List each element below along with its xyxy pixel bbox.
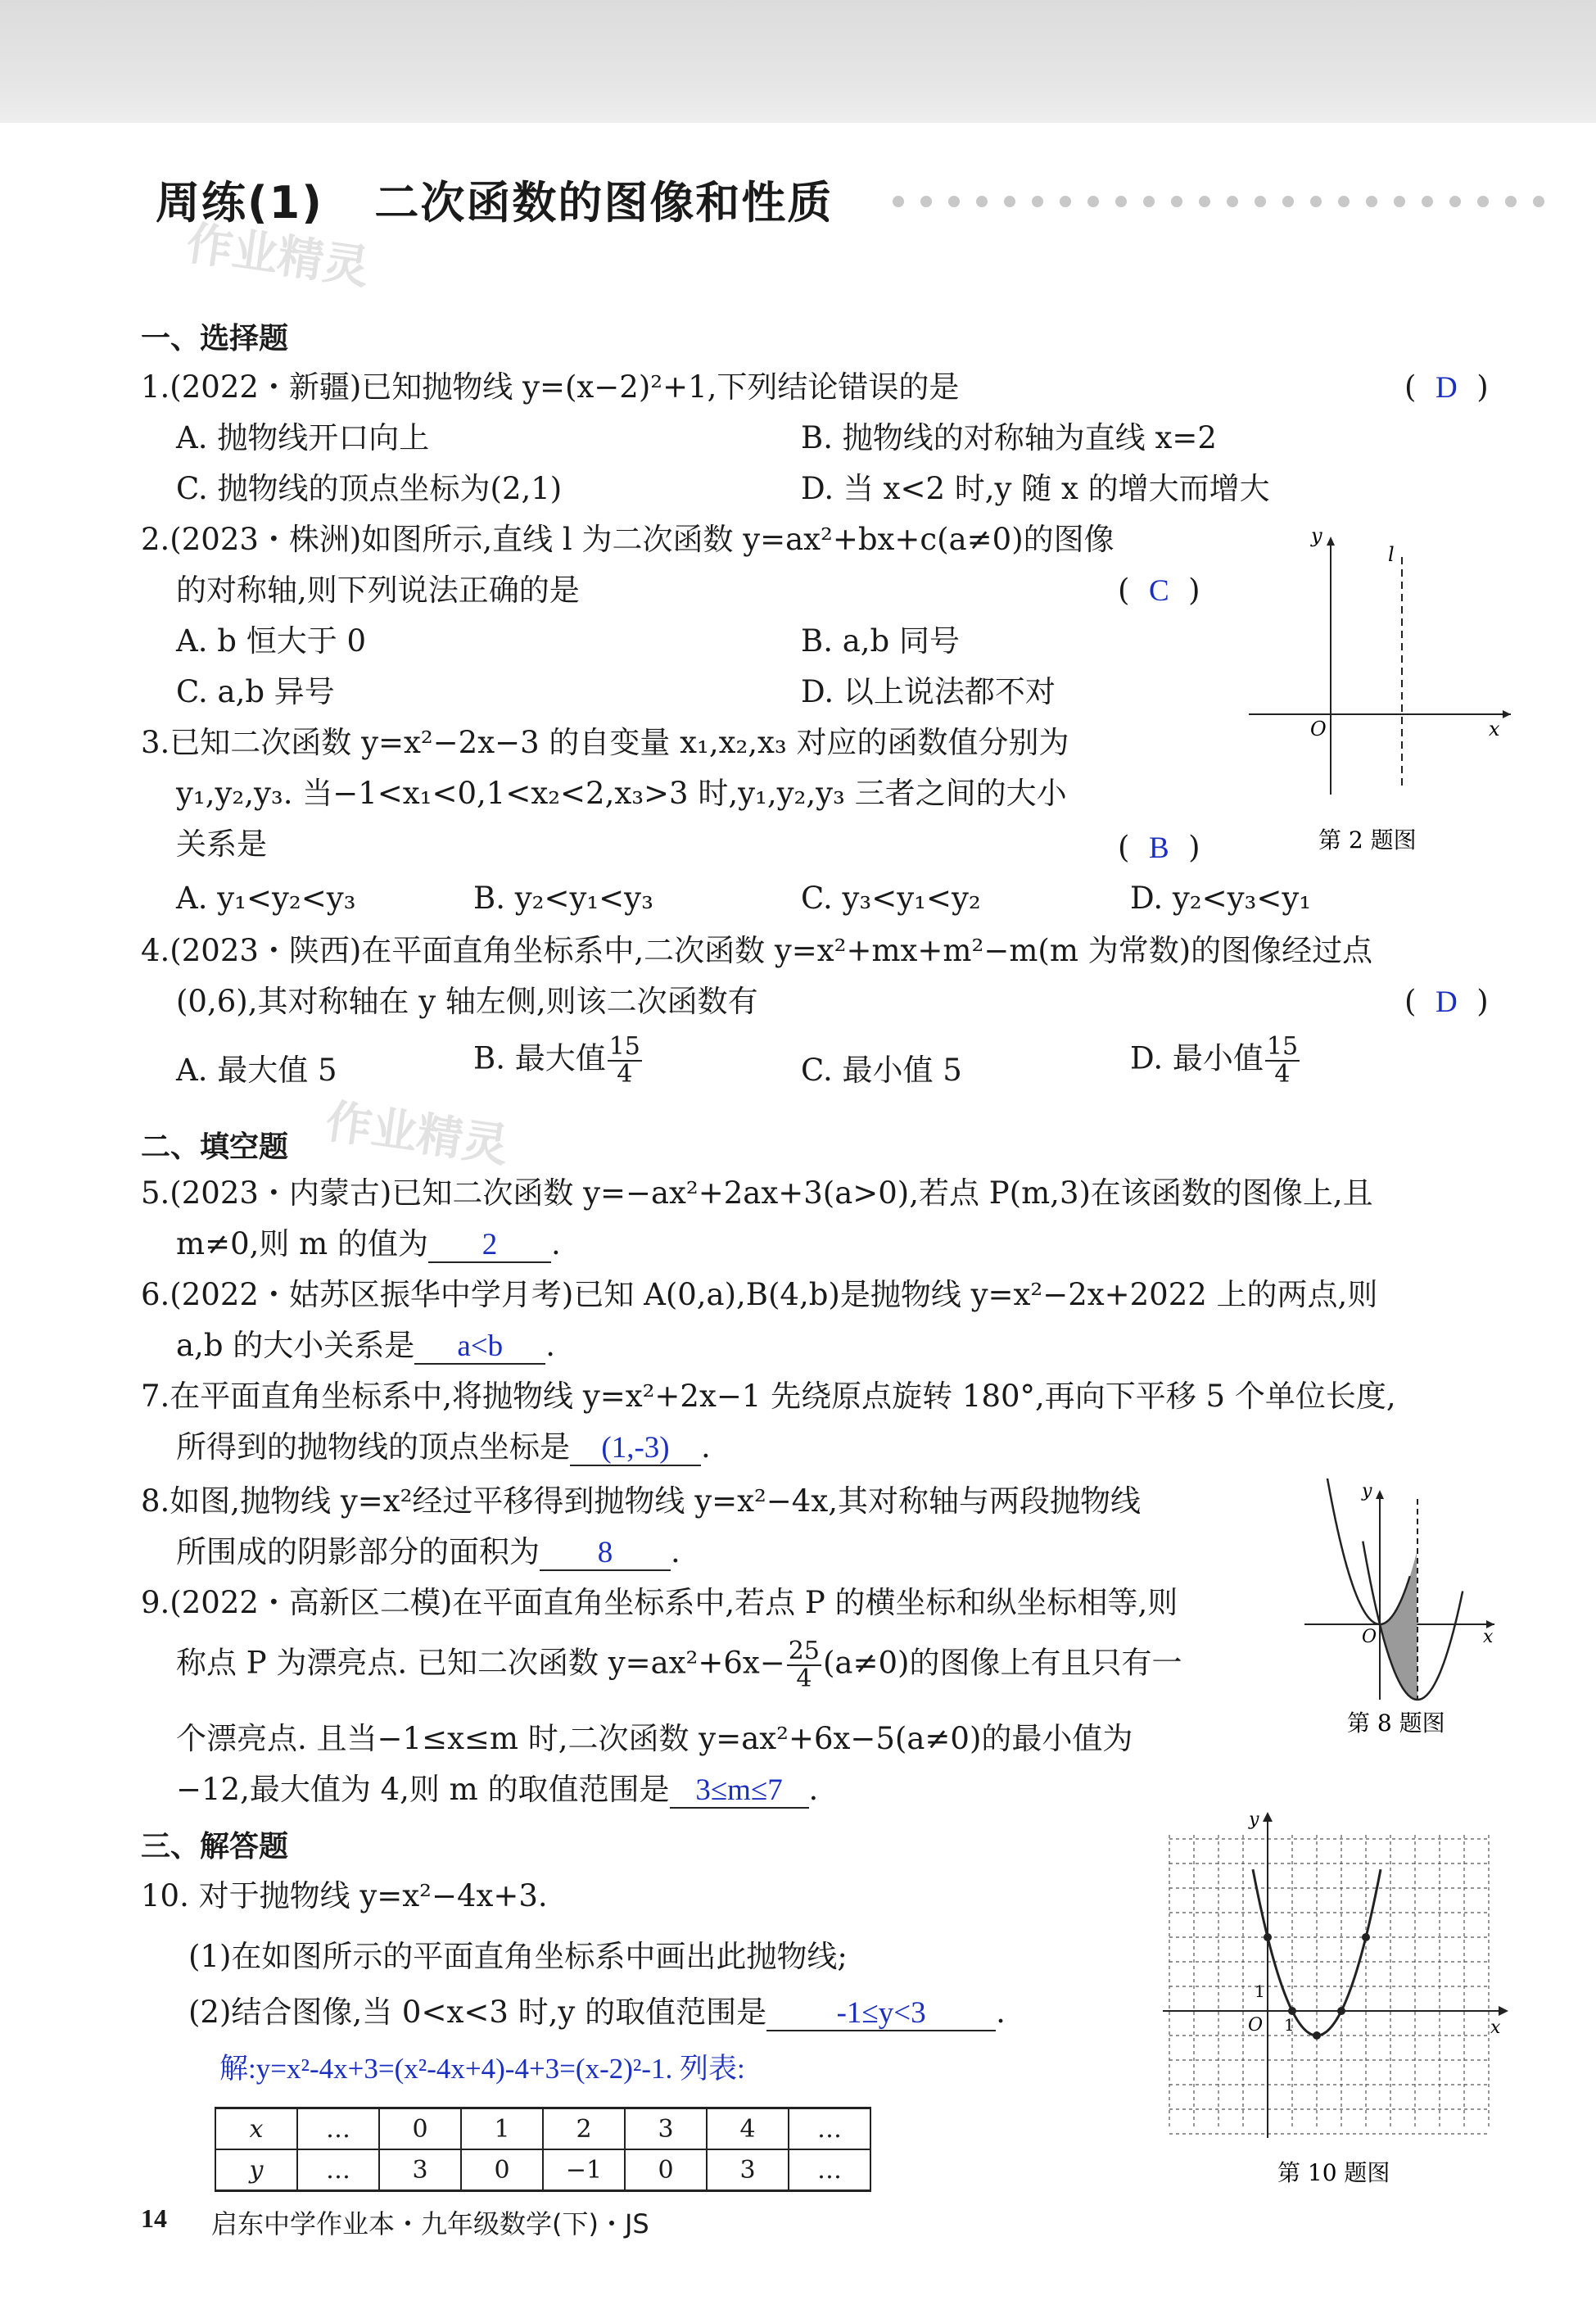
table-cell: … <box>789 2108 870 2150</box>
q4-answer-bracket: ( D ) <box>1404 984 1489 1019</box>
q10-grid <box>1169 1835 1489 2134</box>
q2-l-label: l <box>1388 543 1395 566</box>
q10-value-table <box>215 2107 871 2192</box>
q4-stem-line2: (0,6),其对称轴在 y 轴左侧,则该二次函数有 <box>176 984 758 1019</box>
q4-option-d-text: D. 最小值 <box>1130 1040 1264 1076</box>
q4-option-d <box>1130 1034 1301 1088</box>
q10-caption: 第 10 题图 <box>1277 2159 1390 2186</box>
q8-figure <box>1298 1479 1511 1741</box>
q9-stem-line3: 个漂亮点. 且当−1≤x≤m 时,二次函数 y=ax²+6x−5(a≠0)的最小值为 <box>176 1721 1133 1756</box>
q8-stem-line1: 8.如图,抛物线 y=x²经过平移得到抛物线 y=x²−4x,其对称轴与两段抛物线 <box>141 1483 1141 1519</box>
q10-solution: 解:y=x²-4x+3=(x²-4x+4)-4+3=(x-2)²-1. 列表: <box>219 2053 745 2085</box>
q10-point <box>1288 2007 1296 2015</box>
q4-option-c: C. 最小值 5 <box>801 1053 962 1088</box>
table-row <box>215 2108 870 2150</box>
table-header-y: y <box>215 2149 297 2191</box>
table-cell: 0 <box>625 2149 707 2191</box>
q8-origin-label: O <box>1362 1627 1377 1647</box>
q7-answer-blank: (1,-3) <box>570 1432 701 1466</box>
table-cell: 4 <box>707 2108 789 2150</box>
title-dots-decoration <box>893 195 1561 211</box>
q2-figure <box>1241 524 1519 852</box>
q1-answer-bracket: ( D ) <box>1404 369 1489 405</box>
book-title: 启东中学作业本・九年级数学(下)・JS <box>211 2208 649 2239</box>
q6-stem-line2: a,b 的大小关系是 a<b . <box>176 1328 556 1363</box>
q5-stem-line2: m≠0,则 m 的值为 2 . <box>176 1226 561 1261</box>
q10-unit-y-label: 1 <box>1255 1981 1265 2001</box>
q3-option-c: C. y₃<y₁<y₂ <box>801 881 981 916</box>
table-cell: 3 <box>625 2108 707 2150</box>
q1-option-d: D. 当 x<2 时,y 随 x 的增大而增大 <box>801 471 1270 506</box>
q10-y-arrow <box>1263 1812 1273 1822</box>
table-cell: … <box>789 2149 870 2191</box>
q2-x-label: x <box>1489 718 1500 740</box>
q9-stem-line2: 称点 P 为漂亮点. 已知二次函数 y=ax²+6x− $\frac{25}{4}$ (a≠0)的图像上有且只有一 <box>176 1637 1182 1693</box>
q3-option-b: B. y₂<y₁<y₃ <box>473 881 653 916</box>
q1-option-a: A. 抛物线开口向上 <box>176 420 430 455</box>
q9-stem-line4: −12,最大值为 4,则 m 的取值范围是 3≤m≤7 . <box>176 1772 819 1807</box>
q10-point <box>1337 2007 1345 2015</box>
section-solve-heading: 三、解答题 <box>141 1830 289 1863</box>
table-cell: 0 <box>461 2149 543 2191</box>
q4-option-b-fraction: $\frac{15}{4}$ <box>608 1032 640 1089</box>
table-cell: 1 <box>461 2108 543 2150</box>
q6-answer-blank: a<b <box>414 1330 545 1365</box>
table-cell: … <box>297 2108 379 2150</box>
q3-option-d: D. y₂<y₃<y₁ <box>1130 881 1312 916</box>
q4-stem-line1: 4.(2023・陕西)在平面直角坐标系中,二次函数 y=x²+mx+m²−m(m 为常数)的图像经过点 <box>141 933 1373 968</box>
q2-stem-line2: 的对称轴,则下列说法正确的是 <box>176 573 580 608</box>
q9-fraction: $\frac{25}{4}$ <box>788 1637 820 1693</box>
q10-sub2: (2)结合图像,当 0<x<3 时,y 的取值范围是 -1≤y<3 . <box>188 1995 1006 2030</box>
page-top-shadow <box>0 0 1596 123</box>
q10-unit-x-label: 1 <box>1284 2015 1295 2035</box>
watermark: 作业精灵 <box>183 216 373 296</box>
q2-option-d: D. 以上说法都不对 <box>801 674 1056 709</box>
table-header-x: x <box>215 2108 297 2150</box>
q2-option-c: C. a,b 异号 <box>176 674 335 709</box>
q10-x-arrow <box>1499 2006 1508 2016</box>
q1-stem: 1.(2022・新疆)已知抛物线 y=(x−2)²+1,下列结论错误的是 <box>141 369 960 405</box>
q1-option-c: C. 抛物线的顶点坐标为(2,1) <box>176 471 563 506</box>
q9-answer-blank: 3≤m≤7 <box>670 1774 809 1809</box>
q1-option-b: B. 抛物线的对称轴为直线 x=2 <box>801 420 1217 455</box>
section-fill-heading: 二、填空题 <box>141 1130 289 1164</box>
q4-answer: D <box>1435 985 1458 1019</box>
q5-stem-line1: 5.(2023・内蒙古)已知二次函数 y=−ax²+2ax+3(a>0),若点 P(m,3)在该函数的图像上,且 <box>141 1175 1373 1211</box>
q7-stem-line2: 所得到的抛物线的顶点坐标是 (1,-3) . <box>176 1429 711 1465</box>
table-cell: 2 <box>543 2108 625 2150</box>
q2-answer: C <box>1148 574 1169 608</box>
q10-point <box>1264 1933 1272 1941</box>
q8-stem-line2: 所围成的阴影部分的面积为 8 . <box>176 1534 680 1569</box>
q8-y-arrow <box>1376 1490 1384 1499</box>
q4-option-d-fraction: $\frac{15}{4}$ <box>1266 1032 1299 1089</box>
q2-answer-bracket: ( C ) <box>1118 573 1200 608</box>
q2-stem-line1: 2.(2023・株洲)如图所示,直线 l 为二次函数 y=ax²+bx+c(a≠0)的图像 <box>141 522 1114 557</box>
page-title: 周练(1) 二次函数的图像和性质 <box>156 177 834 229</box>
q10-point <box>1313 2031 1321 2040</box>
q3-stem-line1: 3.已知二次函数 y=x²−2x−3 的自变量 x₁,x₂,x₃ 对应的函数值分别为 <box>141 725 1069 760</box>
table-cell: 3 <box>379 2149 461 2191</box>
table-row <box>215 2149 870 2191</box>
table-cell: −1 <box>543 2149 625 2191</box>
q8-shaded-region <box>1380 1553 1417 1700</box>
q10-origin-label: O <box>1248 2015 1264 2036</box>
q4-option-b-text: B. 最大值 <box>473 1040 606 1076</box>
q3-stem-line3: 关系是 <box>176 826 267 862</box>
q10-x-label: x <box>1490 2017 1501 2038</box>
q2-y-arrow <box>1327 537 1335 546</box>
q6-stem-line1: 6.(2022・姑苏区振华中学月考)已知 A(0,a),B(4,b)是抛物线 y=x²−2x+2022 上的两点,则 <box>141 1277 1378 1312</box>
q8-y-label: y <box>1362 1481 1372 1501</box>
q10-point <box>1362 1933 1370 1941</box>
q9-stem-line1: 9.(2022・高新区二模)在平面直角坐标系中,若点 P 的横坐标和纵坐标相等,则 <box>141 1585 1178 1620</box>
q1-answer: D <box>1435 371 1458 405</box>
q5-answer-blank: 2 <box>428 1229 551 1263</box>
q3-option-a: A. y₁<y₂<y₃ <box>176 881 356 916</box>
q3-answer-bracket: ( B ) <box>1118 830 1200 865</box>
table-cell: … <box>297 2149 379 2191</box>
q7-stem-line1: 7.在平面直角坐标系中,将抛物线 y=x²+2x−1 先绕原点旋转 180°,再向下平移 5 个单位长度, <box>141 1379 1396 1414</box>
q2-y-label: y <box>1311 524 1322 547</box>
q2-origin-label: O <box>1310 718 1327 740</box>
q10-sub1: (1)在如图所示的平面直角坐标系中画出此抛物线; <box>188 1939 848 1974</box>
q10-y-label: y <box>1249 1809 1259 1830</box>
q4-option-b <box>473 1034 644 1088</box>
page-number: 14 <box>141 2203 167 2233</box>
q10-figure <box>1155 1802 1515 2187</box>
table-cell: 0 <box>379 2108 461 2150</box>
q3-stem-line2: y₁,y₂,y₃. 当−1<x₁<0,1<x₂<2,x₃>3 时,y₁,y₂,y₃ 三者之间的大小 <box>176 776 1067 811</box>
q2-option-a: A. b 恒大于 0 <box>176 623 366 659</box>
watermark: 作业精灵 <box>322 1094 512 1174</box>
q8-caption: 第 8 题图 <box>1347 1710 1445 1737</box>
q10-answer-blank: -1≤y<3 <box>766 1997 996 2031</box>
q10-stem: 10. 对于抛物线 y=x²−4x+3. <box>141 1878 548 1913</box>
q3-answer: B <box>1148 831 1169 865</box>
q2-option-b: B. a,b 同号 <box>801 623 960 659</box>
table-cell: 3 <box>707 2149 789 2191</box>
q8-answer-blank: 8 <box>540 1537 671 1571</box>
section-choice-heading: 一、选择题 <box>141 322 289 355</box>
q2-caption: 第 2 题图 <box>1318 826 1417 852</box>
q2-x-arrow <box>1503 710 1511 718</box>
q4-option-a: A. 最大值 5 <box>176 1053 337 1088</box>
q8-x-label: x <box>1483 1627 1494 1647</box>
